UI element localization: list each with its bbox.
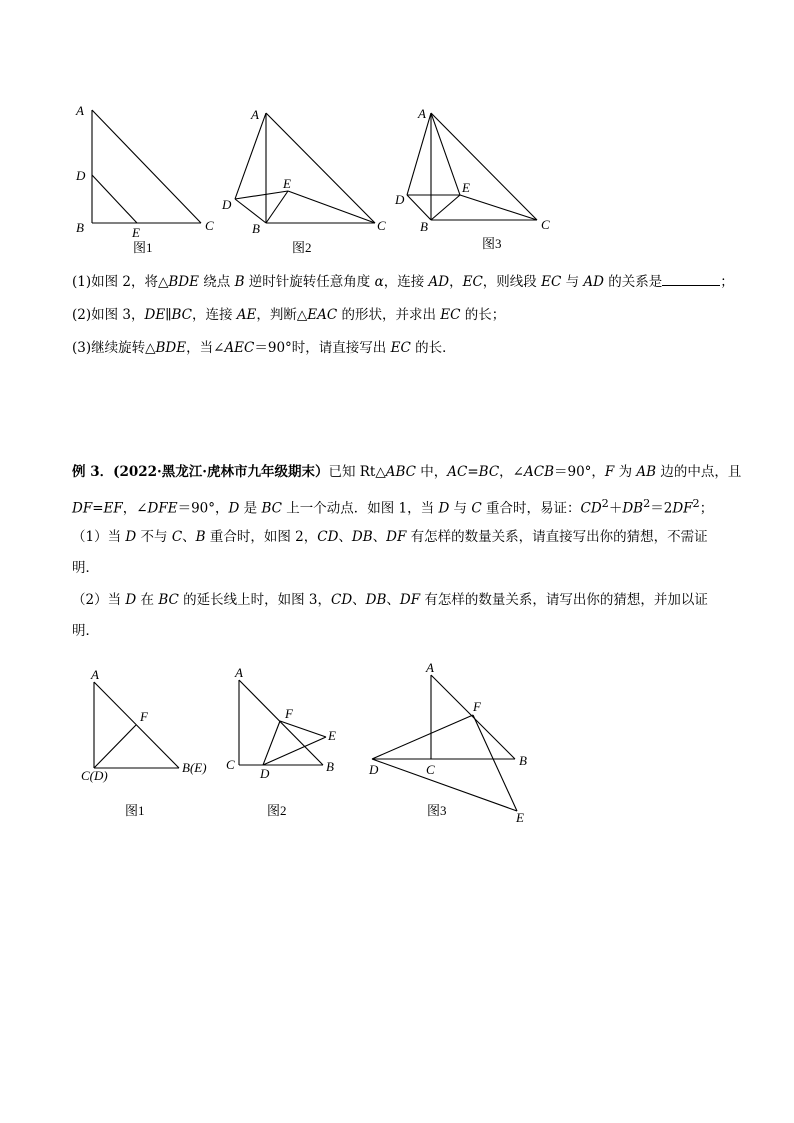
bottom-figure-3-caption: 图3: [427, 803, 447, 818]
label-D: D: [369, 762, 379, 777]
label-E: E: [328, 728, 336, 743]
top-figure-3-caption: 图3: [482, 236, 502, 251]
example-3-sub-1: （1）当 D 不与 C、B 重合时，如图 2，CD、DB、DF 有怎样的数量关系，请直接写出你的猜想，不需证: [72, 529, 708, 545]
answer-blank[interactable]: [662, 273, 720, 286]
label-D: D: [260, 766, 270, 781]
bottom-figure-2: [222, 660, 362, 820]
label-A: A: [76, 103, 84, 118]
label-F: F: [473, 699, 481, 714]
label-A: A: [91, 667, 99, 682]
top-figure-1: [70, 100, 220, 260]
label-D: D: [76, 168, 86, 183]
label-B: B: [76, 220, 84, 235]
example-3-line-1: 例 3．(2022·黑龙江·虎林市九年级期末）已知 Rt△ABC 中，AC=BC，∠ACB＝90°，F 为 AB 边的中点，且: [72, 464, 742, 480]
label-A: A: [426, 660, 434, 675]
label-C: C: [541, 217, 550, 232]
label-C: C: [205, 218, 214, 233]
top-figure-2: [218, 100, 398, 260]
label-A: A: [251, 107, 259, 122]
question-2: (2)如图 3，DE∥BC，连接 AE，判断△EAC 的形状，并求出 EC 的长；: [72, 307, 506, 323]
label-C: C: [377, 218, 386, 233]
label-C: C: [226, 757, 235, 772]
top-figure-1-caption: 图1: [133, 240, 153, 255]
question-1: (1)如图 2，将△BDE 绕点 B 逆时针旋转任意角度 α，连接 AD，EC，则线段 EC 与 AD 的关系是 ；: [72, 274, 734, 290]
label-B-E: B(E): [182, 760, 207, 775]
label-C: C: [426, 762, 435, 777]
label-D: D: [222, 197, 232, 212]
top-figure-3: [390, 100, 560, 260]
label-B: B: [252, 221, 260, 236]
label-E: E: [462, 180, 470, 195]
label-A: A: [418, 106, 426, 121]
example-3-sub-2: （2）当 D 在 BC 的延长线上时，如图 3，CD、DB、DF 有怎样的数量关系，请写出你的猜想，并加以证: [72, 592, 708, 608]
example-3-sub-1-cont: 明．: [72, 560, 99, 576]
label-B: B: [326, 759, 334, 774]
bottom-figure-2-caption: 图2: [267, 803, 287, 818]
top-figure-2-caption: 图2: [292, 240, 312, 255]
question-3: (3)继续旋转△BDE，当∠AEC＝90°时，请直接写出 EC 的长．: [72, 340, 456, 356]
label-F: F: [285, 706, 293, 721]
label-F: F: [140, 709, 148, 724]
label-A: A: [235, 665, 243, 680]
bottom-figure-3: [360, 655, 550, 830]
label-E: E: [132, 225, 140, 240]
example-3-line-2: DF=EF，∠DFE＝90°，D 是 BC 上一个动点．如图 1，当 D 与 C 重合时，易证：$CD^2+DB^2=2DF^2$；: [72, 497, 714, 517]
label-D: D: [395, 192, 405, 207]
label-C-D: C(D): [81, 768, 108, 783]
bottom-figure-1-caption: 图1: [125, 803, 145, 818]
label-E: E: [283, 176, 291, 191]
label-E: E: [516, 810, 524, 825]
bottom-figure-1: [78, 665, 228, 825]
label-B: B: [420, 219, 428, 234]
label-B: B: [519, 753, 527, 768]
example-3-sub-2-cont: 明．: [72, 623, 99, 639]
